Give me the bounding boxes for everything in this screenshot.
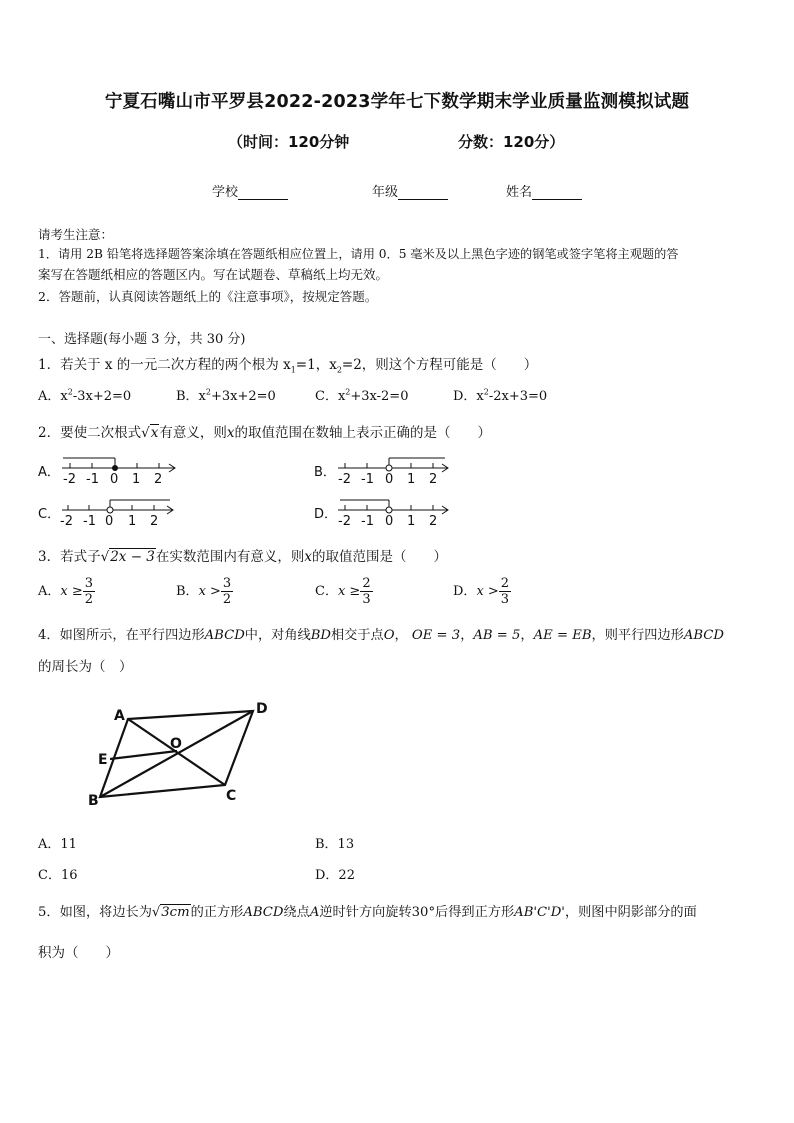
notice-line-1a: 1．请用 2B 铅笔将选择题答案涂填在答题纸相应位置上，请用 0．5 毫米及以上黑色字迹的钢笔或签字笔将主观题的答 [38, 247, 679, 261]
question-1: 1．若关于 x 的一元二次方程的两个根为 $x_1=1$，$x_2=2$，则这个方程可能是（ ） [38, 357, 538, 375]
svg-text:-2: -2 [338, 514, 351, 529]
question-4-line-1: 4．如图所示，在平行四边形ABCD中，对角线BD相交于点O， OE = 3，AB = 5，AE = EB，则平行四边形ABCD [38, 628, 724, 643]
segment-oe [110, 751, 177, 759]
question-5-line-1: 5．如图，将边长为√3cm的正方形ABCD绕点A逆时针方向旋转30°后得到正方形AB'C'D'，则图中阴影部分的面 [38, 905, 697, 920]
q2-label-b: B． [314, 465, 336, 480]
q2-number-lines [30, 446, 490, 532]
svg-text:1: 1 [132, 472, 141, 487]
q2-label-a: A． [38, 465, 60, 480]
svg-text:0: 0 [105, 514, 114, 529]
q4-option-d[interactable]: D．22 [315, 868, 355, 883]
notice-line-2: 2．答题前，认真阅读答题纸上的《注意事项》，按规定答题。 [38, 289, 378, 304]
question-2: 2．要使二次根式√x有意义，则x的取值范围在数轴上表示正确的是（ ） [38, 425, 491, 441]
svg-text:2: 2 [154, 472, 163, 487]
q3-option-c[interactable]: C．x ≥ $\frac{2}{3}$ [315, 576, 371, 607]
point-o-label: O [170, 736, 182, 752]
q3-option-d[interactable]: D．x > $\frac{2}{3}$ [453, 576, 510, 607]
q4-option-b[interactable]: B．13 [315, 837, 355, 852]
question-4-line-2: 的周长为（ ） [38, 659, 133, 675]
svg-text:0: 0 [385, 514, 394, 529]
svg-text:1: 1 [407, 514, 416, 529]
svg-text:-1: -1 [86, 472, 99, 487]
grade-field [372, 181, 448, 200]
page-title: 宁夏石嘴山市平罗县2022-2023学年七下数学期末学业质量监测模拟试题 [104, 92, 690, 112]
svg-text:-2: -2 [63, 472, 76, 487]
svg-text:0: 0 [385, 472, 394, 487]
svg-text:-2: -2 [338, 472, 351, 487]
time-info: （时间：120分钟 [228, 133, 350, 151]
vertex-c-label: C [226, 788, 237, 804]
q2-label-d: D． [314, 507, 338, 522]
svg-text:-1: -1 [361, 514, 374, 529]
question-5-line-2: 积为（ ） [38, 945, 119, 961]
school-field [212, 181, 288, 200]
vertex-d-label: D [256, 701, 268, 717]
q4-option-c[interactable]: C．16 [38, 868, 78, 883]
grade-label: 年级 [372, 185, 399, 200]
q4-option-a[interactable]: A．11 [38, 837, 77, 852]
svg-text:-2: -2 [60, 514, 73, 529]
svg-text:1: 1 [407, 472, 416, 487]
score-info: 分数：120分） [458, 133, 565, 151]
notice-heading: 请考生注意： [38, 227, 114, 242]
vertex-a-label: A [114, 708, 125, 724]
name-field [506, 181, 582, 200]
q3-option-b[interactable]: B．x > $\frac{3}{2}$ [176, 576, 232, 607]
q2-option-b[interactable] [314, 458, 448, 487]
q2-option-a[interactable] [38, 458, 175, 487]
grade-blank [398, 186, 448, 200]
svg-text:2: 2 [150, 514, 159, 529]
school-blank [238, 186, 288, 200]
vertex-b-label: B [88, 793, 99, 809]
svg-text:1: 1 [128, 514, 137, 529]
point-e-label: E [98, 752, 108, 768]
q2-option-d[interactable] [314, 500, 448, 529]
q3-option-a[interactable]: A．x ≥ $\frac{3}{2}$ [38, 576, 94, 607]
svg-text:2: 2 [429, 514, 438, 529]
question-3: 3．若式子√2x − 3在实数范围内有意义，则x的取值范围是（ ） [38, 549, 448, 565]
svg-text:-1: -1 [83, 514, 96, 529]
svg-text:2: 2 [429, 472, 438, 487]
q1-option-b[interactable]: B．$x^2+3x+2=0$ [176, 387, 276, 404]
q2-label-c: C． [38, 507, 61, 522]
name-blank [532, 186, 582, 200]
q4-parallelogram-figure [88, 695, 278, 810]
name-label: 姓名 [506, 185, 533, 200]
svg-text:-1: -1 [361, 472, 374, 487]
notice-line-1b: 案写在答题纸相应的答题区内。写在试题卷、草稿纸上均无效。 [38, 267, 389, 282]
q2-option-c[interactable] [38, 500, 173, 529]
school-label: 学校 [212, 185, 239, 200]
section-heading: 一、选择题(每小题 3 分，共 30 分) [38, 332, 246, 347]
svg-text:0: 0 [110, 472, 119, 487]
q1-option-d[interactable]: D．$x^2-2x+3=0$ [453, 387, 548, 404]
q1-option-c[interactable]: C．$x^2+3x-2=0$ [315, 387, 409, 404]
q1-option-a[interactable]: A．$x^2-3x+2=0$ [38, 387, 132, 404]
